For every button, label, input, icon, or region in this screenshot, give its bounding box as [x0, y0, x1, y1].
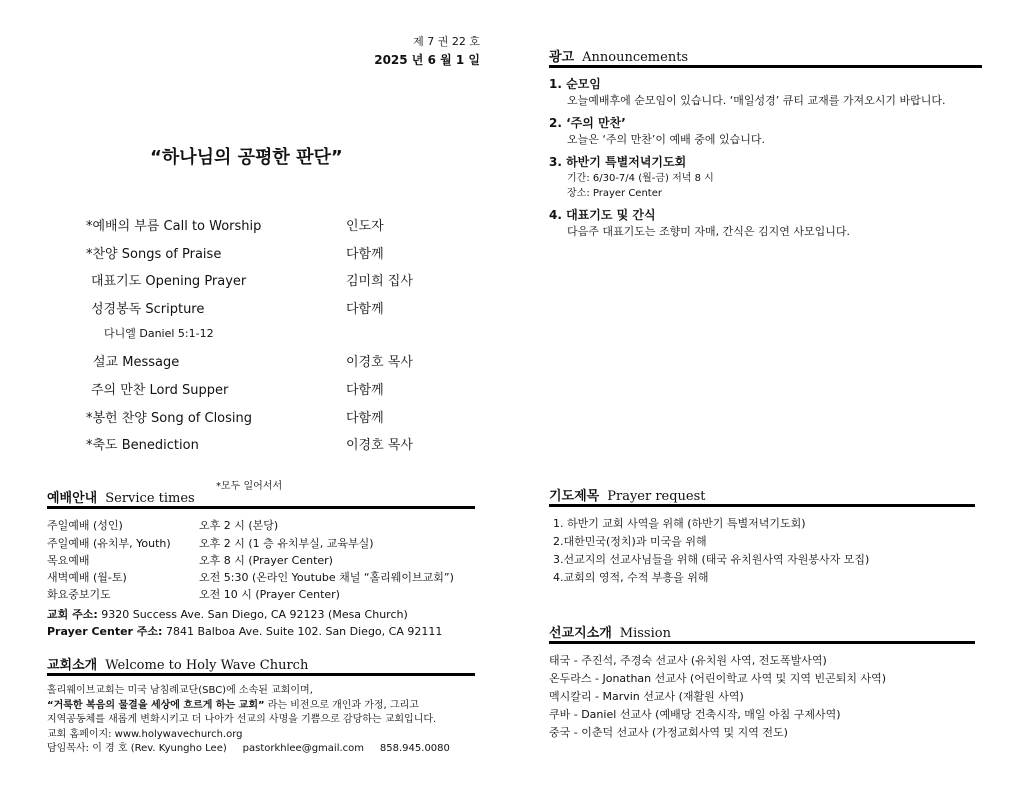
issue-date: 2025 년 6 월 1 일 [374, 53, 480, 67]
announcements-title-ko: 광고 [549, 50, 575, 65]
announcements-divider [549, 65, 982, 68]
sermon-title: “하나님의 공평한 판단” [150, 147, 343, 168]
worship-item-message: 설교 Message [93, 355, 180, 370]
service-times-divider [47, 506, 475, 509]
worship-item-prayer: 대표기도 Opening Prayer [91, 274, 247, 289]
welcome-header [47, 654, 308, 673]
prayer-header [549, 485, 706, 504]
announcement-line: 장소: Prayer Center [567, 188, 662, 199]
prayer-center-address [47, 623, 442, 639]
church-website[interactable]: 교회 홈페이지: www.holywavechurch.org [47, 728, 243, 740]
service-time: 오전 5:30 (온라인 Youtube 채널 “홀리웨이브교회”) [199, 571, 454, 584]
worship-item-call: *예배의 부름 Call to Worship [86, 219, 262, 234]
mission-divider [549, 641, 975, 644]
worship-leader-praise: 다함께 [346, 247, 384, 262]
worship-leader-supper: 다함께 [346, 383, 384, 398]
service-name: 주일예배 (유치부, Youth) [47, 537, 171, 550]
worship-item-scripture: 성경봉독 Scripture [91, 302, 205, 317]
announcements-title-en: Announcements [582, 50, 689, 65]
mission-item: 온두라스 - Jonathan 선교사 (어린이학교 사역 및 지역 빈곤퇴치 사역) [549, 672, 887, 685]
service-times-title-ko: 예배안내 [47, 491, 98, 506]
service-time: 오전 10 시 (Prayer Center) [199, 588, 340, 601]
welcome-body [47, 684, 450, 757]
worship-leader-prayer: 김미희 집사 [346, 274, 413, 289]
welcome-divider [47, 673, 475, 676]
service-name: 새벽예배 (월-토) [47, 571, 127, 584]
worship-leader-benediction: 이경호 목사 [346, 438, 413, 453]
prayer-item: 4.교회의 영적, 수적 부흥을 위해 [553, 571, 709, 584]
mission-item: 중국 - 이춘덕 선교사 (가정교회사역 및 지역 전도) [549, 726, 788, 739]
mission-item: 태국 - 주진석, 주경숙 선교사 (유치원 사역, 전도폭발사역) [549, 654, 827, 667]
announcement-title: 2. ‘주의 만찬’ [549, 116, 626, 130]
prayer-center-address-label: Prayer Center 주소: [47, 625, 163, 638]
worship-leader-scripture: 다함께 [346, 302, 384, 317]
service-time: 오후 2 시 (1 층 유치부실, 교육부실) [199, 537, 374, 550]
announcement-line: 기간: 6/30-7/4 (월-금) 저녁 8 시 [567, 173, 714, 184]
welcome-line: 지역공동체를 새롭게 변화시키고 더 나아가 선교의 사명을 기쁨으로 감당하는 교회입니다. [47, 714, 437, 725]
standing-note: *모두 일어서서 [216, 481, 283, 492]
prayer-title-en: Prayer request [607, 489, 706, 504]
church-vision: “거룩한 복음의 물결을 세상에 흐르게 하는 교회” [47, 699, 265, 711]
prayer-title-ko: 기도제목 [549, 489, 600, 504]
announcement-title: 1. 순모임 [549, 77, 601, 91]
welcome-title-en: Welcome to Holy Wave Church [105, 658, 309, 673]
church-address [47, 606, 408, 622]
mission-item: 멕시칼리 - Marvin 선교사 (재활원 사역) [549, 690, 744, 703]
announcements-header [549, 46, 688, 65]
announcement-title: 4. 대표기도 및 간식 [549, 208, 656, 222]
worship-leader-closing: 다함께 [346, 411, 384, 426]
worship-item-benediction: *축도 Benediction [86, 438, 199, 453]
welcome-line-rest: 라는 비전으로 개인과 가정, 그리고 [264, 699, 419, 711]
mission-title-en: Mission [619, 626, 671, 641]
welcome-line [47, 699, 450, 714]
service-times-header [47, 487, 195, 506]
prayer-divider [549, 504, 975, 507]
service-name: 목요예배 [47, 554, 90, 567]
worship-item-closing: *봉헌 찬양 Song of Closing [86, 411, 253, 426]
announcement-line: 오늘은 ‘주의 만찬’이 예배 중에 있습니다. [567, 133, 765, 146]
announcement-line: 오늘예배후에 순모임이 있습니다. ‘매일성경’ 큐티 교재를 가져오시기 바랍니다. [567, 94, 946, 107]
worship-leader-message: 이경호 목사 [346, 355, 413, 370]
announcement-line: 다음주 대표기도는 조향미 자매, 간식은 김지연 사모입니다. [567, 225, 850, 238]
service-time: 오후 2 시 (본당) [199, 519, 279, 532]
welcome-title-ko: 교회소개 [47, 658, 98, 673]
mission-header [549, 622, 671, 641]
church-address-label: 교회 주소: [47, 608, 98, 621]
prayer-item: 1. 하반기 교회 사역을 위해 (하반기 특별저녁기도회) [553, 517, 806, 530]
welcome-line: 홀리웨이브교회는 미국 남침례교단(SBC)에 소속된 교회이며, [47, 685, 313, 696]
prayer-item: 3.선교지의 선교사님들을 위해 (태국 유치원사역 자원봉사자 모집) [553, 553, 870, 566]
mission-list [549, 652, 886, 742]
service-name: 화요중보기도 [47, 588, 111, 601]
prayer-list [553, 515, 869, 587]
pastor-contact: 담임목사: 이 경 호 (Rev. Kyungho Lee) pastorkhlee@gmail.com 858.945.0080 [47, 743, 450, 754]
church-address-value: 9320 Success Ave. San Diego, CA 92123 (Mesa Church) [97, 608, 408, 621]
worship-leader-call: 인도자 [346, 219, 384, 234]
service-name: 주일예배 (성인) [47, 519, 123, 532]
worship-item-praise: *찬양 Songs of Praise [86, 247, 222, 262]
prayer-center-address-value: 7841 Balboa Ave. Suite 102. San Diego, CA 92111 [162, 625, 443, 638]
mission-title-ko: 선교지소개 [549, 626, 612, 641]
prayer-item: 2.대한민국(정치)과 미국을 위해 [553, 535, 707, 548]
scripture-reference: 다니엘 Daniel 5:1-12 [104, 327, 214, 340]
service-times-title-en: Service times [105, 491, 195, 506]
issue-volume: 제 7 권 22 호 [413, 35, 480, 48]
mission-item: 쿠바 - Daniel 선교사 (예배당 건축시작, 매일 아침 구제사역) [549, 708, 841, 721]
service-time: 오후 8 시 (Prayer Center) [199, 554, 333, 567]
announcement-title: 3. 하반기 특별저녁기도회 [549, 155, 687, 169]
worship-item-supper: 주의 만찬 Lord Supper [91, 383, 229, 398]
